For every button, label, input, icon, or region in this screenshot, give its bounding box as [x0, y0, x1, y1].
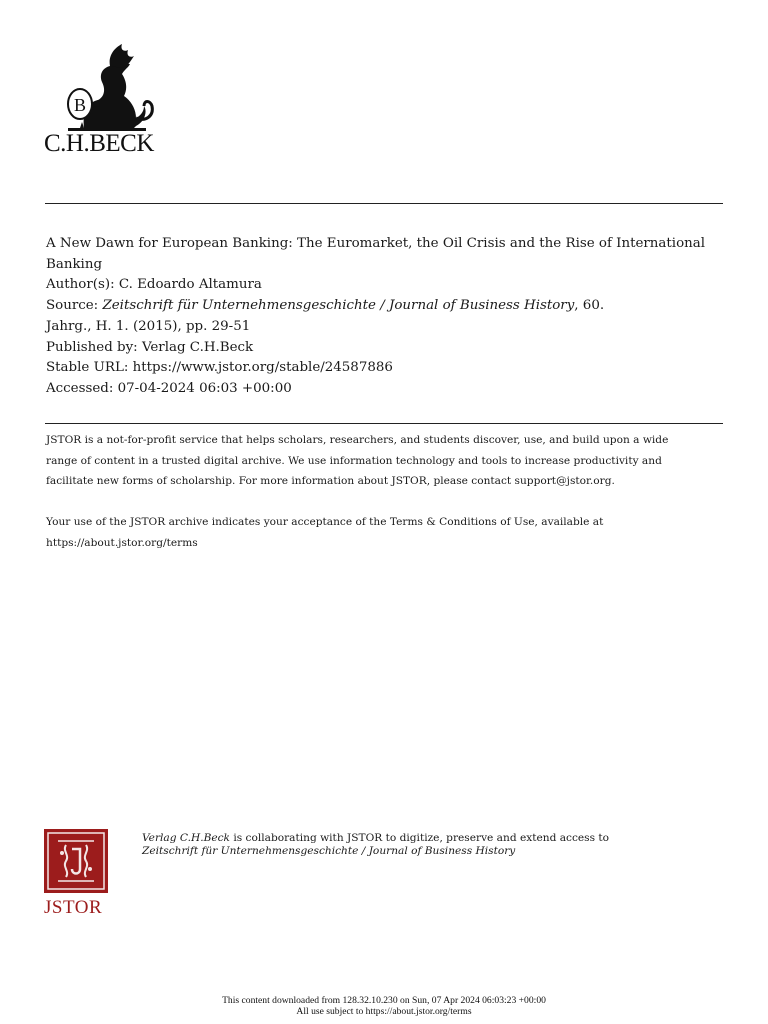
accessed-date: 07-04-2024 06:03 +00:00	[117, 380, 292, 396]
jstor-emblem	[44, 829, 108, 893]
collaboration-line-2	[142, 845, 732, 858]
collab-text: is collaborating with JSTOR to digitize, preserve and extend access to	[229, 832, 610, 844]
source-details: , 60.	[574, 298, 605, 314]
download-footer	[0, 995, 768, 1017]
publisher-label: Published by:	[46, 339, 142, 355]
jstor-emblem-icon	[44, 829, 108, 893]
article-title: A New Dawn for European Banking: The Euromarket, the Oil Crisis and the Rise of International Banking	[46, 236, 706, 272]
collab-journal: Zeitschrift für Unternehmensgeschichte / Journal of Business History	[142, 845, 516, 857]
notice-line: range of content in a trusted digital archive. We use information technology and tools to increase productivity and	[46, 454, 662, 467]
griffin-emblem-icon	[44, 42, 168, 132]
source-details-line: Jahrg., H. 1. (2015), pp. 29-51	[46, 318, 251, 334]
source-label: Source:	[46, 298, 103, 314]
collab-publisher: Verlag C.H.Beck	[142, 832, 230, 844]
publisher-wordmark: C.H.BECK	[44, 130, 154, 157]
notice-line: facilitate new forms of scholarship. For more information about JSTOR, please contact support@jstor.org.	[46, 475, 615, 487]
top-divider	[45, 203, 723, 204]
publisher-line	[46, 338, 726, 359]
collaboration-line-1	[142, 832, 732, 845]
author-name: C. Edoardo Altamura	[118, 277, 262, 293]
source-journal: Zeitschrift für Unternehmensgeschichte / Journal of Business History	[102, 298, 575, 314]
download-info: This content downloaded from 128.32.10.230 on Sun, 07 Apr 2024 06:03:23 +00:00	[222, 995, 546, 1006]
publisher-name: Verlag C.H.Beck	[141, 339, 254, 355]
stable-url-label: Stable URL:	[46, 360, 133, 376]
jstor-wordmark: JSTOR	[44, 897, 103, 918]
collaboration-statement	[142, 832, 732, 858]
author-label: Author(s):	[46, 277, 119, 293]
notice-line: JSTOR is a not-for-profit service that helps scholars, researchers, and students discover, use, and build upon a wide	[46, 434, 669, 446]
stable-url-link[interactable]: https://www.jstor.org/stable/24587886	[132, 360, 393, 376]
terms-link[interactable]: https://about.jstor.org/terms	[46, 536, 198, 549]
terms-notice: All use subject to https://about.jstor.org/terms	[296, 1006, 472, 1017]
middle-divider	[45, 423, 723, 424]
emblem-letter: B	[73, 95, 87, 115]
terms-line: Your use of the JSTOR archive indicates your acceptance of the Terms & Conditions of Use, available at	[46, 516, 604, 528]
author-line	[46, 275, 726, 296]
citation-block	[46, 234, 726, 400]
source-line	[46, 296, 726, 317]
accessed-label: Accessed:	[46, 380, 118, 396]
accessed-line	[46, 379, 726, 400]
jstor-notice	[46, 430, 726, 553]
stable-url-line	[46, 358, 726, 379]
